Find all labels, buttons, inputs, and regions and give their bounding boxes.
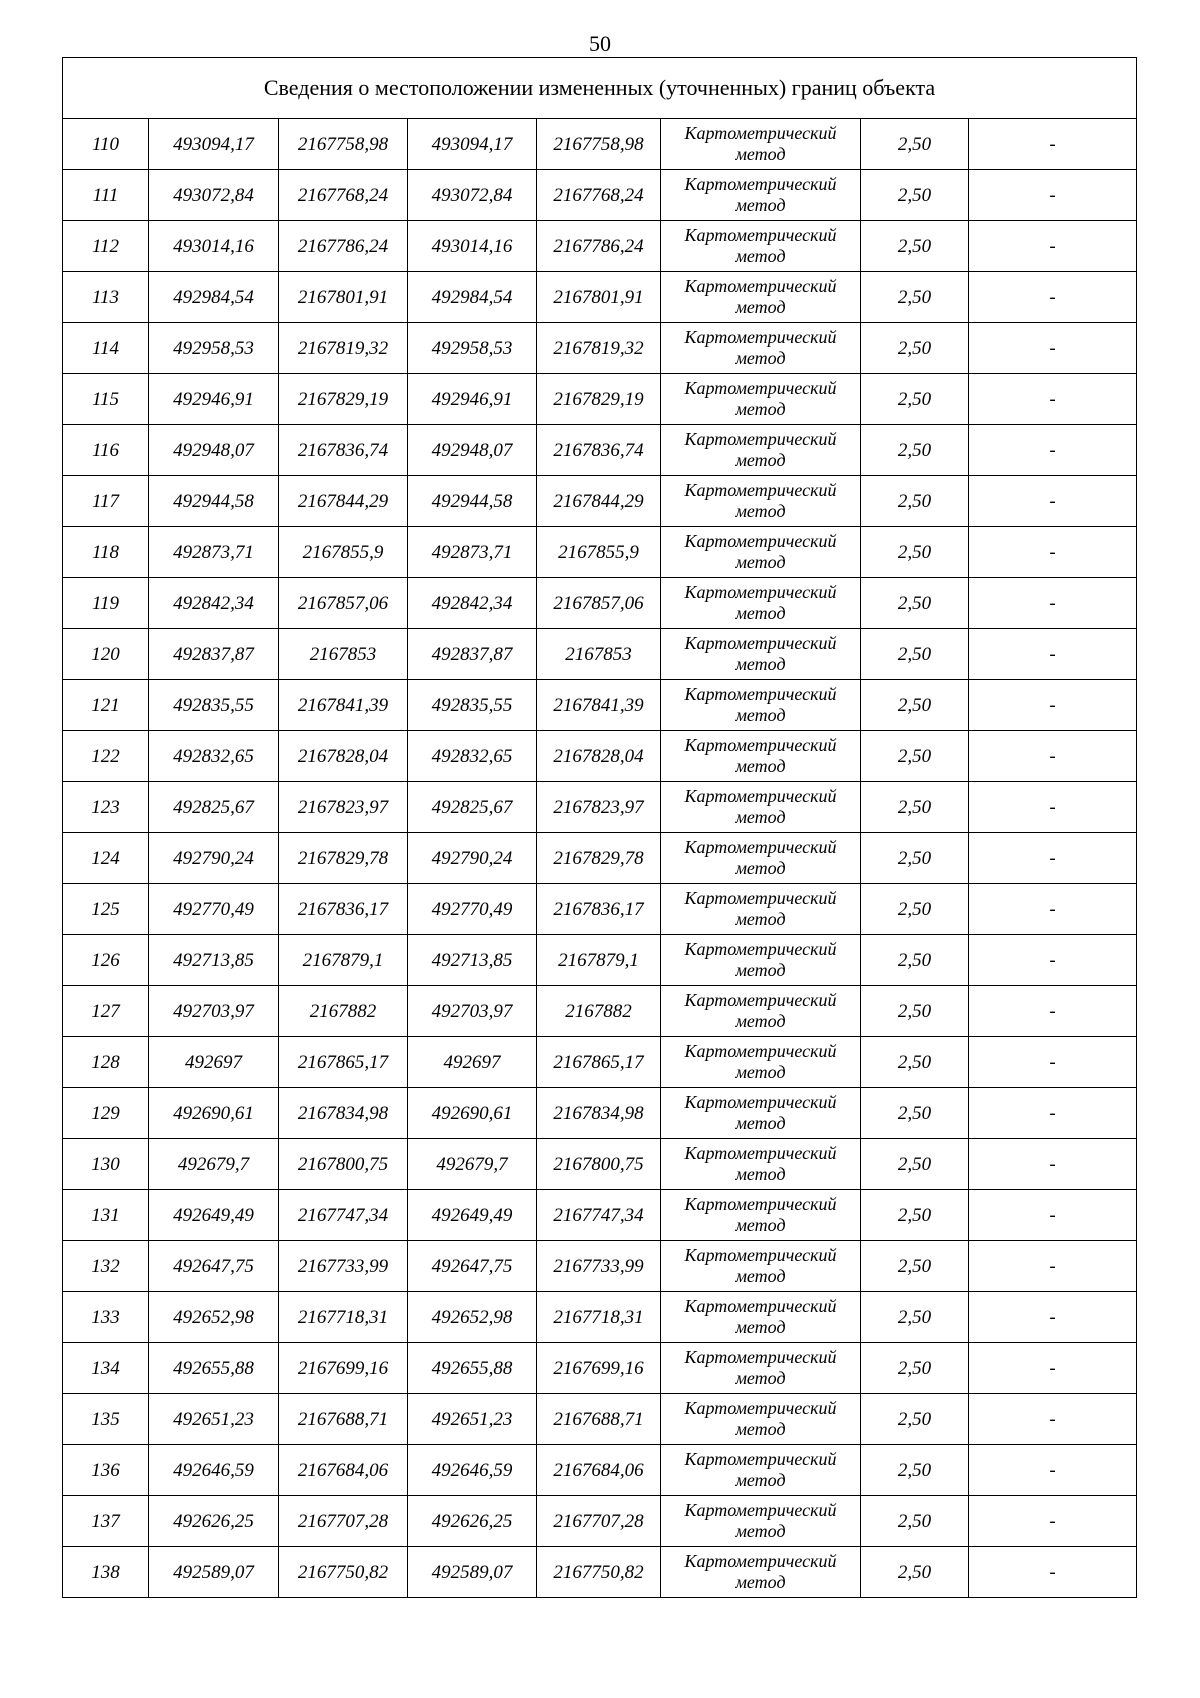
precision-cell: 2,50 bbox=[861, 1343, 969, 1394]
table-row bbox=[63, 119, 1137, 170]
method-cell: Картометрический метод bbox=[661, 476, 861, 527]
existing-y-cell: 2167829,78 bbox=[279, 833, 408, 884]
refined-y-cell: 2167733,99 bbox=[537, 1241, 661, 1292]
point-number-cell: 134 bbox=[63, 1343, 149, 1394]
existing-y-cell: 2167819,32 bbox=[279, 323, 408, 374]
existing-y-cell: 2167829,19 bbox=[279, 374, 408, 425]
method-cell: Картометрический метод bbox=[661, 272, 861, 323]
description-cell: - bbox=[969, 476, 1137, 527]
method-cell: Картометрический метод bbox=[661, 1394, 861, 1445]
existing-x-cell: 492946,91 bbox=[149, 374, 279, 425]
refined-y-cell: 2167836,74 bbox=[537, 425, 661, 476]
existing-x-cell: 492790,24 bbox=[149, 833, 279, 884]
existing-x-cell: 492703,97 bbox=[149, 986, 279, 1037]
refined-y-cell: 2167865,17 bbox=[537, 1037, 661, 1088]
existing-x-cell: 492713,85 bbox=[149, 935, 279, 986]
method-cell: Картометрический метод bbox=[661, 1292, 861, 1343]
refined-x-cell: 493094,17 bbox=[408, 119, 537, 170]
boundary-coordinates-table bbox=[62, 57, 1137, 1598]
existing-y-cell: 2167841,39 bbox=[279, 680, 408, 731]
refined-y-cell: 2167841,39 bbox=[537, 680, 661, 731]
refined-x-cell: 492589,07 bbox=[408, 1547, 537, 1598]
point-number-cell: 114 bbox=[63, 323, 149, 374]
point-number-cell: 112 bbox=[63, 221, 149, 272]
table-row bbox=[63, 629, 1137, 680]
existing-y-cell: 2167828,04 bbox=[279, 731, 408, 782]
point-number-cell: 122 bbox=[63, 731, 149, 782]
description-cell: - bbox=[969, 374, 1137, 425]
description-cell: - bbox=[969, 629, 1137, 680]
table-row bbox=[63, 1037, 1137, 1088]
precision-cell: 2,50 bbox=[861, 1139, 969, 1190]
description-cell: - bbox=[969, 119, 1137, 170]
point-number-cell: 131 bbox=[63, 1190, 149, 1241]
existing-y-cell: 2167758,98 bbox=[279, 119, 408, 170]
description-cell: - bbox=[969, 323, 1137, 374]
point-number-cell: 128 bbox=[63, 1037, 149, 1088]
existing-x-cell: 492873,71 bbox=[149, 527, 279, 578]
refined-x-cell: 492825,67 bbox=[408, 782, 537, 833]
description-cell: - bbox=[969, 986, 1137, 1037]
existing-y-cell: 2167823,97 bbox=[279, 782, 408, 833]
precision-cell: 2,50 bbox=[861, 680, 969, 731]
refined-y-cell: 2167688,71 bbox=[537, 1394, 661, 1445]
refined-x-cell: 492649,49 bbox=[408, 1190, 537, 1241]
table-row bbox=[63, 170, 1137, 221]
point-number-cell: 117 bbox=[63, 476, 149, 527]
description-cell: - bbox=[969, 272, 1137, 323]
existing-x-cell: 492652,98 bbox=[149, 1292, 279, 1343]
refined-x-cell: 492837,87 bbox=[408, 629, 537, 680]
refined-y-cell: 2167879,1 bbox=[537, 935, 661, 986]
existing-y-cell: 2167834,98 bbox=[279, 1088, 408, 1139]
table-row bbox=[63, 578, 1137, 629]
existing-y-cell: 2167855,9 bbox=[279, 527, 408, 578]
precision-cell: 2,50 bbox=[861, 119, 969, 170]
precision-cell: 2,50 bbox=[861, 1445, 969, 1496]
point-number-cell: 127 bbox=[63, 986, 149, 1037]
point-number-cell: 118 bbox=[63, 527, 149, 578]
method-cell: Картометрический метод bbox=[661, 782, 861, 833]
precision-cell: 2,50 bbox=[861, 986, 969, 1037]
method-cell: Картометрический метод bbox=[661, 680, 861, 731]
refined-y-cell: 2167800,75 bbox=[537, 1139, 661, 1190]
existing-x-cell: 493094,17 bbox=[149, 119, 279, 170]
refined-y-cell: 2167853 bbox=[537, 629, 661, 680]
refined-x-cell: 492873,71 bbox=[408, 527, 537, 578]
description-cell: - bbox=[969, 1445, 1137, 1496]
precision-cell: 2,50 bbox=[861, 1190, 969, 1241]
refined-y-cell: 2167819,32 bbox=[537, 323, 661, 374]
refined-y-cell: 2167823,97 bbox=[537, 782, 661, 833]
precision-cell: 2,50 bbox=[861, 476, 969, 527]
description-cell: - bbox=[969, 1496, 1137, 1547]
existing-x-cell: 492651,23 bbox=[149, 1394, 279, 1445]
point-number-cell: 119 bbox=[63, 578, 149, 629]
refined-y-cell: 2167707,28 bbox=[537, 1496, 661, 1547]
description-cell: - bbox=[969, 1241, 1137, 1292]
existing-y-cell: 2167707,28 bbox=[279, 1496, 408, 1547]
description-cell: - bbox=[969, 527, 1137, 578]
table-row bbox=[63, 833, 1137, 884]
refined-x-cell: 493014,16 bbox=[408, 221, 537, 272]
method-cell: Картометрический метод bbox=[661, 1139, 861, 1190]
refined-x-cell: 492703,97 bbox=[408, 986, 537, 1037]
refined-x-cell: 492655,88 bbox=[408, 1343, 537, 1394]
table-row bbox=[63, 1547, 1137, 1598]
refined-x-cell: 492690,61 bbox=[408, 1088, 537, 1139]
description-cell: - bbox=[969, 884, 1137, 935]
table-row bbox=[63, 1445, 1137, 1496]
method-cell: Картометрический метод bbox=[661, 374, 861, 425]
description-cell: - bbox=[969, 731, 1137, 782]
existing-y-cell: 2167879,1 bbox=[279, 935, 408, 986]
table-row bbox=[63, 1496, 1137, 1547]
refined-y-cell: 2167857,06 bbox=[537, 578, 661, 629]
precision-cell: 2,50 bbox=[861, 833, 969, 884]
table-body bbox=[63, 58, 1137, 1598]
description-cell: - bbox=[969, 680, 1137, 731]
description-cell: - bbox=[969, 1292, 1137, 1343]
table-row bbox=[63, 1139, 1137, 1190]
method-cell: Картометрический метод bbox=[661, 1343, 861, 1394]
existing-y-cell: 2167844,29 bbox=[279, 476, 408, 527]
table-title: Сведения о местоположении измененных (уточненных) границ объекта bbox=[63, 58, 1137, 119]
description-cell: - bbox=[969, 221, 1137, 272]
description-cell: - bbox=[969, 1547, 1137, 1598]
table-row bbox=[63, 935, 1137, 986]
table-row bbox=[63, 425, 1137, 476]
refined-y-cell: 2167750,82 bbox=[537, 1547, 661, 1598]
existing-y-cell: 2167800,75 bbox=[279, 1139, 408, 1190]
refined-y-cell: 2167684,06 bbox=[537, 1445, 661, 1496]
refined-x-cell: 492944,58 bbox=[408, 476, 537, 527]
existing-y-cell: 2167768,24 bbox=[279, 170, 408, 221]
refined-x-cell: 492697 bbox=[408, 1037, 537, 1088]
refined-x-cell: 492832,65 bbox=[408, 731, 537, 782]
point-number-cell: 125 bbox=[63, 884, 149, 935]
point-number-cell: 121 bbox=[63, 680, 149, 731]
existing-x-cell: 492679,7 bbox=[149, 1139, 279, 1190]
existing-y-cell: 2167747,34 bbox=[279, 1190, 408, 1241]
existing-x-cell: 492626,25 bbox=[149, 1496, 279, 1547]
refined-y-cell: 2167855,9 bbox=[537, 527, 661, 578]
precision-cell: 2,50 bbox=[861, 1547, 969, 1598]
method-cell: Картометрический метод bbox=[661, 221, 861, 272]
refined-x-cell: 492651,23 bbox=[408, 1394, 537, 1445]
existing-x-cell: 492944,58 bbox=[149, 476, 279, 527]
refined-x-cell: 492626,25 bbox=[408, 1496, 537, 1547]
refined-y-cell: 2167747,34 bbox=[537, 1190, 661, 1241]
existing-y-cell: 2167786,24 bbox=[279, 221, 408, 272]
point-number-cell: 120 bbox=[63, 629, 149, 680]
method-cell: Картометрический метод bbox=[661, 1547, 861, 1598]
point-number-cell: 136 bbox=[63, 1445, 149, 1496]
precision-cell: 2,50 bbox=[861, 1088, 969, 1139]
refined-x-cell: 492958,53 bbox=[408, 323, 537, 374]
description-cell: - bbox=[969, 1088, 1137, 1139]
point-number-cell: 111 bbox=[63, 170, 149, 221]
table-row bbox=[63, 221, 1137, 272]
table-row bbox=[63, 1343, 1137, 1394]
existing-y-cell: 2167699,16 bbox=[279, 1343, 408, 1394]
description-cell: - bbox=[969, 170, 1137, 221]
precision-cell: 2,50 bbox=[861, 782, 969, 833]
refined-y-cell: 2167718,31 bbox=[537, 1292, 661, 1343]
refined-y-cell: 2167768,24 bbox=[537, 170, 661, 221]
method-cell: Картометрический метод bbox=[661, 1445, 861, 1496]
precision-cell: 2,50 bbox=[861, 629, 969, 680]
table-row bbox=[63, 272, 1137, 323]
existing-x-cell: 492837,87 bbox=[149, 629, 279, 680]
refined-y-cell: 2167699,16 bbox=[537, 1343, 661, 1394]
refined-y-cell: 2167801,91 bbox=[537, 272, 661, 323]
table-row bbox=[63, 782, 1137, 833]
precision-cell: 2,50 bbox=[861, 323, 969, 374]
description-cell: - bbox=[969, 1394, 1137, 1445]
point-number-cell: 124 bbox=[63, 833, 149, 884]
table-row bbox=[63, 1394, 1137, 1445]
method-cell: Картометрический метод bbox=[661, 119, 861, 170]
existing-x-cell: 492646,59 bbox=[149, 1445, 279, 1496]
point-number-cell: 123 bbox=[63, 782, 149, 833]
existing-x-cell: 492832,65 bbox=[149, 731, 279, 782]
table-row bbox=[63, 527, 1137, 578]
existing-y-cell: 2167688,71 bbox=[279, 1394, 408, 1445]
method-cell: Картометрический метод bbox=[661, 1241, 861, 1292]
refined-x-cell: 492790,24 bbox=[408, 833, 537, 884]
precision-cell: 2,50 bbox=[861, 374, 969, 425]
point-number-cell: 129 bbox=[63, 1088, 149, 1139]
description-cell: - bbox=[969, 782, 1137, 833]
existing-y-cell: 2167684,06 bbox=[279, 1445, 408, 1496]
refined-y-cell: 2167836,17 bbox=[537, 884, 661, 935]
existing-x-cell: 493014,16 bbox=[149, 221, 279, 272]
refined-y-cell: 2167834,98 bbox=[537, 1088, 661, 1139]
existing-x-cell: 493072,84 bbox=[149, 170, 279, 221]
refined-x-cell: 492948,07 bbox=[408, 425, 537, 476]
precision-cell: 2,50 bbox=[861, 884, 969, 935]
point-number-cell: 138 bbox=[63, 1547, 149, 1598]
method-cell: Картометрический метод bbox=[661, 578, 861, 629]
point-number-cell: 113 bbox=[63, 272, 149, 323]
refined-y-cell: 2167829,19 bbox=[537, 374, 661, 425]
refined-x-cell: 492835,55 bbox=[408, 680, 537, 731]
table-row bbox=[63, 323, 1137, 374]
existing-y-cell: 2167718,31 bbox=[279, 1292, 408, 1343]
precision-cell: 2,50 bbox=[861, 731, 969, 782]
existing-x-cell: 492958,53 bbox=[149, 323, 279, 374]
method-cell: Картометрический метод bbox=[661, 425, 861, 476]
existing-y-cell: 2167882 bbox=[279, 986, 408, 1037]
precision-cell: 2,50 bbox=[861, 1241, 969, 1292]
refined-x-cell: 492646,59 bbox=[408, 1445, 537, 1496]
point-number-cell: 137 bbox=[63, 1496, 149, 1547]
method-cell: Картометрический метод bbox=[661, 1037, 861, 1088]
description-cell: - bbox=[969, 1139, 1137, 1190]
precision-cell: 2,50 bbox=[861, 272, 969, 323]
existing-x-cell: 492647,75 bbox=[149, 1241, 279, 1292]
existing-x-cell: 492948,07 bbox=[149, 425, 279, 476]
existing-y-cell: 2167801,91 bbox=[279, 272, 408, 323]
point-number-cell: 116 bbox=[63, 425, 149, 476]
existing-x-cell: 492984,54 bbox=[149, 272, 279, 323]
precision-cell: 2,50 bbox=[861, 935, 969, 986]
existing-y-cell: 2167853 bbox=[279, 629, 408, 680]
refined-y-cell: 2167786,24 bbox=[537, 221, 661, 272]
existing-x-cell: 492655,88 bbox=[149, 1343, 279, 1394]
method-cell: Картометрический метод bbox=[661, 1190, 861, 1241]
refined-x-cell: 492946,91 bbox=[408, 374, 537, 425]
refined-x-cell: 492770,49 bbox=[408, 884, 537, 935]
existing-y-cell: 2167733,99 bbox=[279, 1241, 408, 1292]
table-row bbox=[63, 680, 1137, 731]
existing-x-cell: 492697 bbox=[149, 1037, 279, 1088]
table-row bbox=[63, 1190, 1137, 1241]
description-cell: - bbox=[969, 425, 1137, 476]
existing-x-cell: 492842,34 bbox=[149, 578, 279, 629]
method-cell: Картометрический метод bbox=[661, 1088, 861, 1139]
precision-cell: 2,50 bbox=[861, 221, 969, 272]
point-number-cell: 126 bbox=[63, 935, 149, 986]
existing-x-cell: 492690,61 bbox=[149, 1088, 279, 1139]
method-cell: Картометрический метод bbox=[661, 1496, 861, 1547]
method-cell: Картометрический метод bbox=[661, 731, 861, 782]
table-row bbox=[63, 731, 1137, 782]
point-number-cell: 132 bbox=[63, 1241, 149, 1292]
method-cell: Картометрический метод bbox=[661, 323, 861, 374]
existing-x-cell: 492835,55 bbox=[149, 680, 279, 731]
precision-cell: 2,50 bbox=[861, 1394, 969, 1445]
point-number-cell: 135 bbox=[63, 1394, 149, 1445]
existing-x-cell: 492770,49 bbox=[149, 884, 279, 935]
existing-y-cell: 2167836,74 bbox=[279, 425, 408, 476]
precision-cell: 2,50 bbox=[861, 527, 969, 578]
precision-cell: 2,50 bbox=[861, 425, 969, 476]
method-cell: Картометрический метод bbox=[661, 170, 861, 221]
method-cell: Картометрический метод bbox=[661, 935, 861, 986]
refined-y-cell: 2167829,78 bbox=[537, 833, 661, 884]
method-cell: Картометрический метод bbox=[661, 986, 861, 1037]
existing-y-cell: 2167865,17 bbox=[279, 1037, 408, 1088]
point-number-cell: 115 bbox=[63, 374, 149, 425]
table-header-row bbox=[63, 58, 1137, 119]
table-row bbox=[63, 374, 1137, 425]
refined-y-cell: 2167844,29 bbox=[537, 476, 661, 527]
refined-x-cell: 492713,85 bbox=[408, 935, 537, 986]
precision-cell: 2,50 bbox=[861, 170, 969, 221]
description-cell: - bbox=[969, 935, 1137, 986]
description-cell: - bbox=[969, 833, 1137, 884]
method-cell: Картометрический метод bbox=[661, 833, 861, 884]
precision-cell: 2,50 bbox=[861, 1292, 969, 1343]
method-cell: Картометрический метод bbox=[661, 884, 861, 935]
description-cell: - bbox=[969, 1190, 1137, 1241]
point-number-cell: 130 bbox=[63, 1139, 149, 1190]
method-cell: Картометрический метод bbox=[661, 629, 861, 680]
existing-y-cell: 2167857,06 bbox=[279, 578, 408, 629]
refined-x-cell: 492984,54 bbox=[408, 272, 537, 323]
table-row bbox=[63, 1292, 1137, 1343]
table-row bbox=[63, 1241, 1137, 1292]
existing-x-cell: 492589,07 bbox=[149, 1547, 279, 1598]
refined-x-cell: 492652,98 bbox=[408, 1292, 537, 1343]
precision-cell: 2,50 bbox=[861, 1037, 969, 1088]
precision-cell: 2,50 bbox=[861, 578, 969, 629]
refined-x-cell: 492842,34 bbox=[408, 578, 537, 629]
method-cell: Картометрический метод bbox=[661, 527, 861, 578]
refined-y-cell: 2167758,98 bbox=[537, 119, 661, 170]
point-number-cell: 133 bbox=[63, 1292, 149, 1343]
precision-cell: 2,50 bbox=[861, 1496, 969, 1547]
refined-y-cell: 2167828,04 bbox=[537, 731, 661, 782]
refined-y-cell: 2167882 bbox=[537, 986, 661, 1037]
refined-x-cell: 492679,7 bbox=[408, 1139, 537, 1190]
table-row bbox=[63, 476, 1137, 527]
refined-x-cell: 492647,75 bbox=[408, 1241, 537, 1292]
existing-y-cell: 2167750,82 bbox=[279, 1547, 408, 1598]
existing-x-cell: 492825,67 bbox=[149, 782, 279, 833]
description-cell: - bbox=[969, 1343, 1137, 1394]
table-row bbox=[63, 986, 1137, 1037]
existing-y-cell: 2167836,17 bbox=[279, 884, 408, 935]
description-cell: - bbox=[969, 1037, 1137, 1088]
existing-x-cell: 492649,49 bbox=[149, 1190, 279, 1241]
point-number-cell: 110 bbox=[63, 119, 149, 170]
table-row bbox=[63, 1088, 1137, 1139]
description-cell: - bbox=[969, 578, 1137, 629]
table-row bbox=[63, 884, 1137, 935]
page-number: 50 bbox=[589, 31, 611, 56]
refined-x-cell: 493072,84 bbox=[408, 170, 537, 221]
